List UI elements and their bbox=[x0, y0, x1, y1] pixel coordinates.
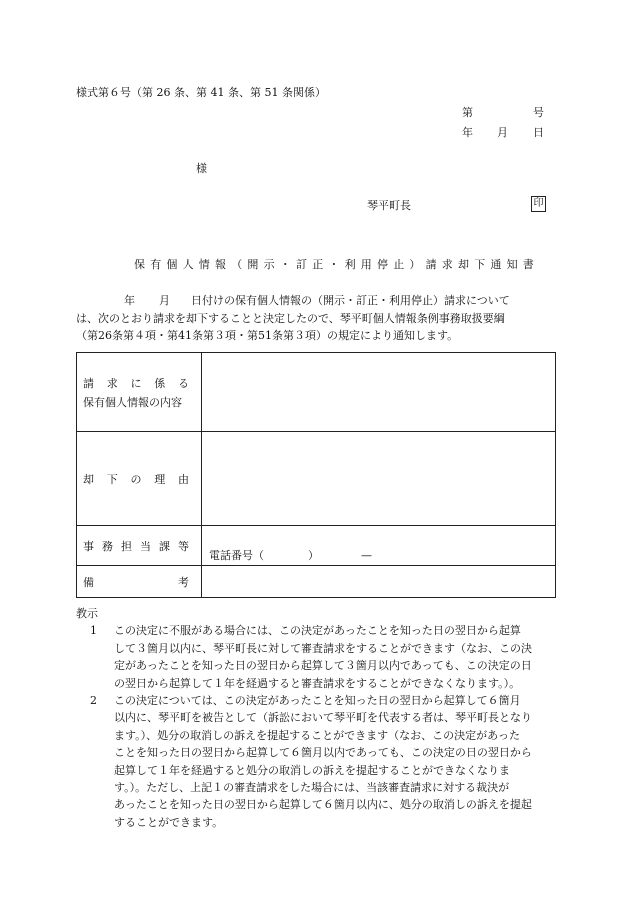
phone-close: ） bbox=[308, 549, 319, 562]
label-requested-info bbox=[77, 353, 202, 432]
document-title: 保有個人情報（開示・訂正・利用停止）請求却下通知書 bbox=[134, 258, 539, 271]
addressee-suffix: 様 bbox=[196, 162, 207, 175]
field-rejection-reason[interactable] bbox=[202, 432, 556, 526]
field-requested-info[interactable] bbox=[202, 353, 556, 432]
form-number: 様式第６号（第 26 条、第 41 条、第 51 条関係） bbox=[76, 86, 326, 99]
date-year: 年 bbox=[462, 126, 473, 139]
label-rejection-reason: 却 下 の 理 由 bbox=[77, 432, 202, 526]
table-row-remarks bbox=[77, 566, 556, 598]
doc-number-prefix: 第 bbox=[462, 106, 473, 119]
label-requested-info-line1: 請 求 に 係 る bbox=[83, 376, 189, 390]
field-department[interactable] bbox=[202, 526, 556, 566]
instruction-item-2: 2 この決定については、この決定があったことを知った日の翌日から起算して６箇月 以内に、琴平町を被告として（訴訟において琴平町を代表する者は、琴平町長となり ます。）、処分の取消しの訴えを提起することができます（なお、この決定があった ことを知った日の翌日から起算して６箇月以内であっても、この決定の日の翌日から 起算して１年を経過すると処分の取消しの訴えを提起することができなくなりま す。）。ただし、上記１の審査請求をした場合には、当該審査請求に対する裁決が あったことを知った日の翌日から起算して６箇月以内に、処分の取消しの訴えを提起 することができます。 bbox=[90, 694, 532, 829]
date-month: 月 bbox=[497, 126, 508, 139]
instruction-number: 1 bbox=[90, 624, 97, 638]
intro-line-3: （第26条第４項・第41条第３項・第51条第３項）の規定により通知します。 bbox=[76, 329, 459, 342]
phone-label: 電話番号（ bbox=[209, 549, 264, 562]
instruction-item-1: 1 この決定に不服がある場合には、この決定があったことを知った日の翌日から起算 して３箇月以内に、琴平町長に対して審査請求をすることができます（なお、この決 定があったことを知った日の翌日から起算して３箇月以内であっても、この決定の日 の翌日から起算して１年を経過すると審査請求をすることができなくなります。）。 bbox=[90, 624, 532, 690]
intro-year: 年 bbox=[124, 294, 135, 307]
instructions-heading: 教示 bbox=[76, 607, 98, 620]
label-remarks: 備 考 bbox=[77, 566, 202, 598]
label-requested-info-line2: 保有個人情報の内容 bbox=[83, 395, 182, 409]
intro-line-1-rest: 日付けの保有個人情報の（開示・訂正・利用停止）請求について bbox=[191, 294, 510, 307]
table-row-requested-info bbox=[77, 353, 556, 432]
intro-line-2: は、次のとおり請求を却下することと決定したので、琴平町個人情報条例事務取扱要綱 bbox=[76, 311, 505, 325]
date-day: 日 bbox=[533, 126, 544, 139]
field-remarks[interactable] bbox=[202, 566, 556, 598]
intro-paragraph bbox=[76, 292, 561, 345]
intro-line-1 bbox=[76, 292, 561, 310]
doc-number-suffix: 号 bbox=[533, 106, 544, 119]
seal-mark: 印 bbox=[531, 196, 546, 212]
instructions-section bbox=[76, 605, 561, 831]
issuer-name: 琴平町長 bbox=[367, 199, 411, 212]
label-department: 事 務 担 当 課 等 bbox=[77, 526, 202, 566]
intro-month: 月 bbox=[159, 294, 170, 307]
phone-dash: — bbox=[361, 549, 372, 562]
table-row-department bbox=[77, 526, 556, 566]
request-form-table bbox=[76, 352, 556, 598]
table-row-rejection-reason bbox=[77, 432, 556, 526]
instruction-number: 2 bbox=[90, 694, 97, 708]
